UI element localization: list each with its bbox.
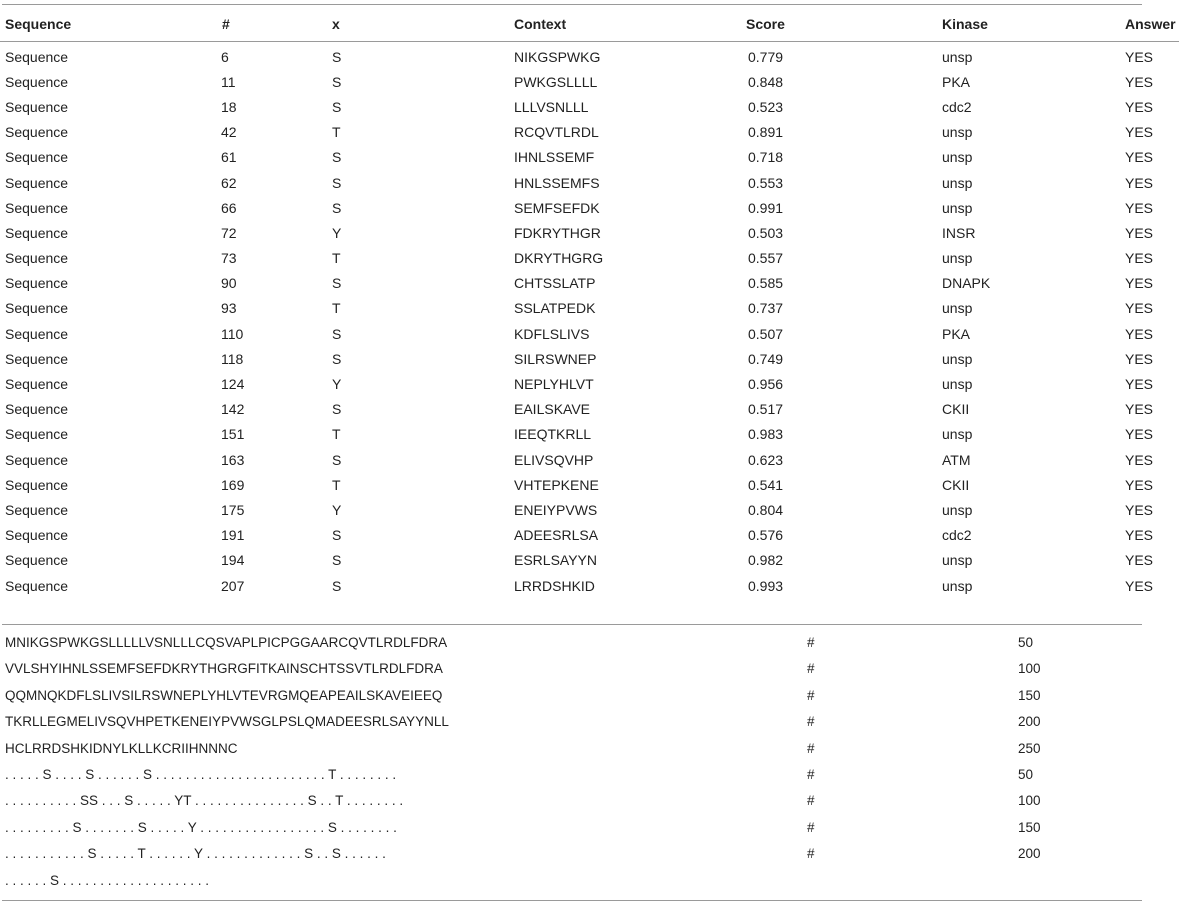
cell-sequence: Sequence [5,300,69,317]
cell-score: 0.737 [748,300,784,317]
cell-answer: YES [1125,124,1154,141]
cell-position: 18 [221,98,237,115]
cell-residue: S [332,451,342,468]
cell-residue: S [332,149,342,166]
sequence-hash: # [807,740,815,756]
cell-position: 191 [221,527,245,544]
cell-position: 118 [221,350,244,367]
cell-residue: S [332,275,342,292]
table-row [0,397,1179,422]
cell-kinase: unsp [942,300,973,317]
cell-context: PWKGSLLLL [514,73,598,90]
cell-answer: YES [1125,350,1154,367]
cell-residue: Y [332,376,342,393]
cell-kinase: unsp [942,501,973,518]
table-row [0,44,1179,69]
cell-residue: S [332,577,342,594]
cell-residue: S [332,527,342,544]
cell-position: 6 [221,48,229,65]
cell-answer: YES [1125,501,1154,518]
cell-score: 0.983 [748,426,784,443]
cell-kinase: unsp [942,426,973,443]
cell-sequence: Sequence [5,199,69,216]
cell-position: 142 [221,401,245,418]
table-row [0,497,1179,522]
cell-answer: YES [1125,275,1154,292]
cell-kinase: INSR [942,224,976,241]
cell-score: 0.523 [748,98,784,115]
cell-residue: S [332,325,342,342]
cell-answer: YES [1125,174,1154,191]
cell-context: SEMFSEFDK [514,199,600,216]
sequence-block [0,630,1145,894]
cell-kinase: CKII [942,476,970,493]
cell-kinase: unsp [942,174,973,191]
cell-residue: Y [332,501,342,518]
cell-context: DKRYTHGRG [514,250,604,267]
cell-position: 11 [221,73,236,90]
cell-context: FDKRYTHGR [514,224,601,241]
cell-answer: YES [1125,325,1154,342]
cell-score: 0.541 [748,476,784,493]
cell-answer: YES [1125,300,1154,317]
cell-kinase: ATM [942,451,971,468]
cell-context: CHTSSLATP [514,275,596,292]
cell-score: 0.507 [748,325,784,342]
cell-position: 72 [221,224,237,241]
sequence-hash: # [807,819,815,835]
cell-score: 0.891 [748,124,784,141]
cell-position: 207 [221,577,245,594]
cell-kinase: PKA [942,73,971,90]
cell-context: LRRDSHKID [514,577,595,594]
cell-position: 163 [221,451,245,468]
cell-kinase: cdc2 [942,98,972,115]
cell-answer: YES [1125,149,1154,166]
header-position: # [222,16,230,32]
sequence-text: . . . . . S . . . . S . . . . . . S . . . . . . . . . . . . . . . . . . . . . . . T . . . . . . . . [5,766,397,782]
sequence-line [0,762,1145,788]
cell-kinase: unsp [942,149,973,166]
table-row [0,422,1179,447]
cell-score: 0.982 [748,552,784,569]
cell-context: ENEIYPVWS [514,501,598,518]
cell-residue: S [332,174,342,191]
cell-position: 42 [221,124,237,141]
cell-sequence: Sequence [5,98,69,115]
cell-sequence: Sequence [5,552,69,569]
cell-kinase: unsp [942,577,973,594]
table-row [0,220,1179,245]
cell-residue: S [332,401,342,418]
cell-sequence: Sequence [5,250,69,267]
cell-answer: YES [1125,48,1154,65]
sequence-line [0,656,1145,682]
table-row [0,447,1179,472]
cell-answer: YES [1125,552,1154,569]
cell-position: 151 [221,426,245,443]
cell-residue: S [332,98,342,115]
table-row [0,120,1179,145]
cell-kinase: unsp [942,199,973,216]
sequence-hash: # [807,846,815,862]
header-answer: Answer [1125,16,1176,32]
cell-position: 90 [221,275,237,292]
sequence-line [0,868,1145,894]
cell-sequence: Sequence [5,426,69,443]
sequence-line [0,709,1145,735]
cell-sequence: Sequence [5,275,69,292]
cell-position: 62 [221,174,237,191]
cell-kinase: DNAPK [942,275,991,292]
table-row [0,472,1179,497]
cell-sequence: Sequence [5,149,69,166]
cell-answer: YES [1125,250,1154,267]
table-header-row [0,10,1179,38]
cell-sequence: Sequence [5,401,69,418]
table-row [0,573,1179,598]
phosphorylation-site-table [0,10,1179,598]
cell-position: 61 [221,149,237,166]
cell-answer: YES [1125,401,1154,418]
cell-sequence: Sequence [5,476,69,493]
cell-answer: YES [1125,73,1154,90]
sequence-text: . . . . . . . . . S . . . . . . . S . . . . . Y . . . . . . . . . . . . . . . . . S . . . . . . . . [5,819,397,835]
sequence-hash: # [807,635,815,650]
cell-context: IEEQTKRLL [514,426,592,443]
sequence-position-number: 200 [1018,714,1041,730]
cell-kinase: unsp [942,350,973,367]
sequence-hash: # [807,714,815,730]
sequence-line [0,683,1145,709]
table-row [0,94,1179,119]
cell-answer: YES [1125,98,1154,115]
cell-answer: YES [1125,426,1154,443]
cell-score: 0.557 [748,250,784,267]
table-row [0,296,1179,321]
cell-score: 0.576 [748,527,784,544]
header-sequence: Sequence [5,16,72,32]
sequence-text: VVLSHYIHNLSSEMFSEFDKRYTHGRGFITKAINSCHTSSVTLRDLFDRA [5,661,443,677]
cell-residue: T [332,124,341,141]
cell-residue: S [332,350,342,367]
table-row [0,246,1179,271]
cell-residue: S [332,48,342,65]
cell-context: LLLVSNLLL [514,98,589,115]
sequence-line [0,736,1145,762]
cell-context: IHNLSSEMF [514,149,595,166]
table-row [0,69,1179,94]
cell-residue: S [332,73,342,90]
cell-context: NEPLYHLVT [514,376,594,393]
cell-sequence: Sequence [5,48,69,65]
cell-score: 0.993 [748,577,784,594]
cell-sequence: Sequence [5,325,69,342]
cell-sequence: Sequence [5,124,69,141]
cell-sequence: Sequence [5,350,69,367]
cell-score: 0.718 [748,149,784,166]
cell-residue: S [332,199,342,216]
cell-residue: T [332,426,341,443]
table-row [0,321,1179,346]
sequence-hash: # [807,661,815,677]
cell-context: NIKGSPWKG [514,48,601,65]
cell-kinase: unsp [942,552,973,569]
sequence-text: . . . . . . S . . . . . . . . . . . . . . . . . . . . [5,872,210,888]
cell-answer: YES [1125,527,1154,544]
table-row [0,548,1179,573]
cell-sequence: Sequence [5,451,69,468]
middle-rule [2,624,1142,625]
cell-residue: T [332,476,341,493]
sequence-line [0,815,1145,841]
cell-context: SSLATPEDK [514,300,596,317]
cell-kinase: PKA [942,325,971,342]
cell-answer: YES [1125,577,1154,594]
cell-context: ELIVSQVHP [514,451,594,468]
cell-kinase: unsp [942,48,973,65]
cell-kinase: cdc2 [942,527,972,544]
sequence-text: HCLRRDSHKIDNYLKLLKCRIIHNNNC [5,740,238,756]
sequence-position-number: 150 [1018,819,1041,835]
sequence-text: TKRLLEGMELIVSQVHPETKENEIYPVWSGLPSLQMADEESRLSAYYNLL [5,714,449,730]
cell-context: RCQVTLRDL [514,124,599,141]
cell-position: 73 [221,250,237,267]
table-row [0,371,1179,396]
cell-score: 0.848 [748,73,784,90]
cell-context: KDFLSLIVS [514,325,590,342]
cell-score: 0.517 [748,401,784,418]
cell-position: 169 [221,476,245,493]
cell-position: 175 [221,501,245,518]
cell-sequence: Sequence [5,174,69,191]
header-context: Context [514,16,567,32]
header-residue: x [332,16,340,32]
cell-answer: YES [1125,451,1154,468]
table-row [0,170,1179,195]
cell-kinase: unsp [942,250,973,267]
sequence-text: QQMNQKDFLSLIVSILRSWNEPLYHLVTEVRGMQEAPEAILSKAVEIEEQ [5,687,443,703]
cell-score: 0.585 [748,275,784,292]
cell-answer: YES [1125,199,1154,216]
sequence-line [0,630,1145,656]
cell-context: VHTEPKENE [514,476,599,493]
cell-score: 0.749 [748,350,784,367]
cell-sequence: Sequence [5,224,69,241]
cell-sequence: Sequence [5,527,69,544]
cell-score: 0.956 [748,376,784,393]
table-row [0,195,1179,220]
sequence-position-number: 100 [1018,661,1041,677]
sequence-position-number: 150 [1018,687,1041,703]
cell-residue: T [332,300,341,317]
cell-score: 0.623 [748,451,784,468]
table-row [0,346,1179,371]
cell-kinase: unsp [942,124,973,141]
sequence-text: . . . . . . . . . . SS . . . S . . . . . YT . . . . . . . . . . . . . . . S . . T . . . . . . . . [5,793,404,809]
cell-position: 124 [221,376,245,393]
cell-context: HNLSSEMFS [514,174,600,191]
sequence-text: . . . . . . . . . . . S . . . . . T . . . . . . Y . . . . . . . . . . . . . S . . S . . . . . . [5,846,386,862]
table-row [0,145,1179,170]
cell-sequence: Sequence [5,501,69,518]
cell-answer: YES [1125,476,1154,493]
sequence-position-number: 250 [1018,740,1041,756]
cell-answer: YES [1125,376,1154,393]
cell-score: 0.503 [748,224,784,241]
sequence-hash: # [807,766,815,782]
cell-context: ESRLSAYYN [514,552,597,569]
cell-score: 0.553 [748,174,784,191]
sequence-hash: # [807,687,815,703]
cell-position: 110 [221,325,244,342]
sequence-text: MNIKGSPWKGSLLLLLVSNLLLCQSVAPLPICPGGAARCQVTLRDLFDRA [5,635,448,650]
cell-sequence: Sequence [5,73,69,90]
sequence-hash: # [807,793,815,809]
cell-kinase: CKII [942,401,970,418]
cell-score: 0.991 [748,199,784,216]
cell-score: 0.779 [748,48,784,65]
cell-context: SILRSWNEP [514,350,597,367]
sequence-position-number: 50 [1018,766,1034,782]
cell-sequence: Sequence [5,577,69,594]
cell-residue: S [332,552,342,569]
sequence-line [0,788,1145,814]
sequence-position-number: 100 [1018,793,1041,809]
table-row [0,271,1179,296]
top-rule [2,4,1142,5]
cell-sequence: Sequence [5,376,69,393]
cell-position: 194 [221,552,245,569]
cell-residue: T [332,250,341,267]
sequence-position-number: 50 [1018,635,1034,650]
cell-kinase: unsp [942,376,973,393]
header-kinase: Kinase [942,16,988,32]
cell-score: 0.804 [748,501,784,518]
cell-answer: YES [1125,224,1154,241]
cell-position: 66 [221,199,237,216]
cell-context: ADEESRLSA [514,527,599,544]
bottom-rule [2,900,1142,901]
cell-context: EAILSKAVE [514,401,591,418]
table-row [0,523,1179,548]
header-score: Score [746,16,785,32]
sequence-position-number: 200 [1018,846,1041,862]
cell-residue: Y [332,224,342,241]
sequence-line [0,841,1145,867]
cell-position: 93 [221,300,237,317]
